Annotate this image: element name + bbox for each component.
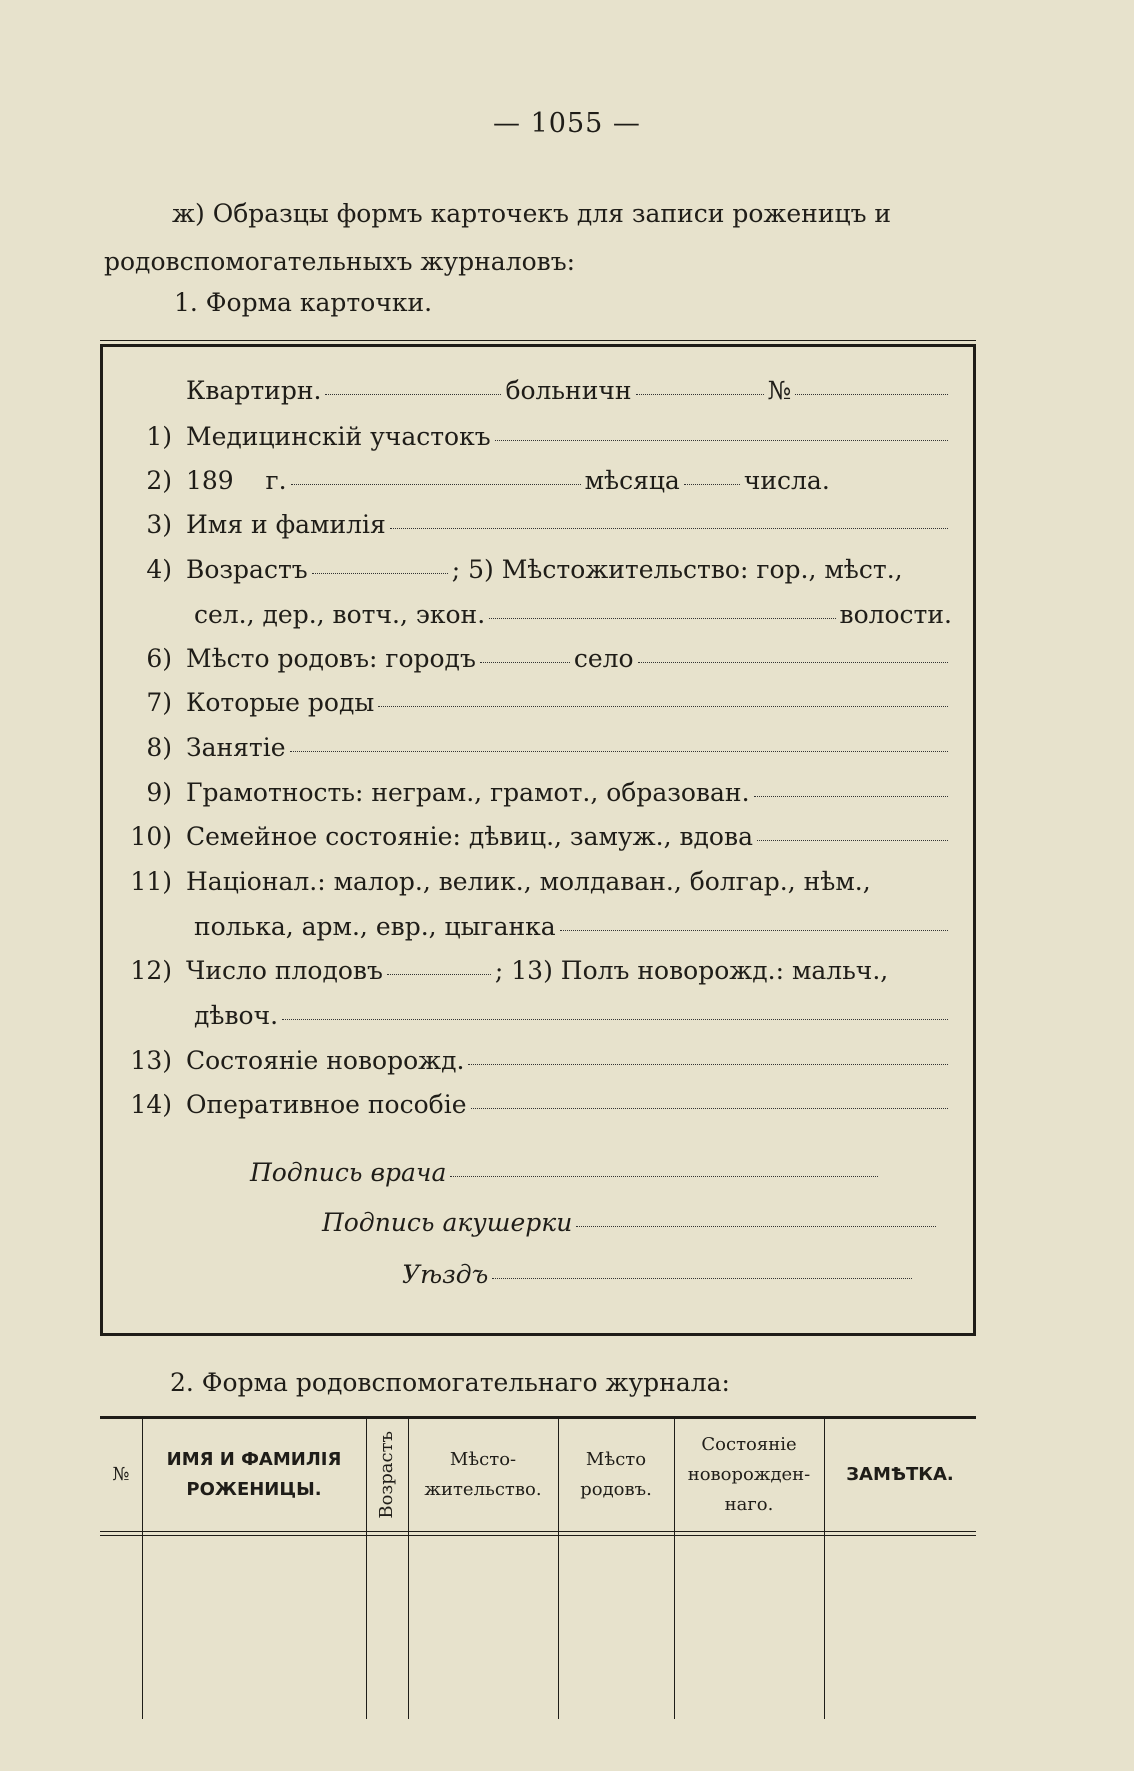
col-header-residence-text: Мѣсто-жительство.	[424, 1449, 542, 1500]
card-item-7	[104, 688, 952, 717]
item-label-volost: волости.	[839, 600, 952, 629]
uezd-line	[402, 1260, 916, 1289]
item-label-month: мѣсяца	[584, 466, 680, 495]
item-number: 14)	[130, 1090, 172, 1119]
item-dots	[754, 796, 948, 797]
item-dots	[378, 706, 948, 707]
col-header-note	[824, 1419, 976, 1531]
col-header-age	[366, 1419, 408, 1531]
item-dots	[471, 1108, 949, 1109]
item-dots	[468, 1064, 948, 1065]
item-dots	[390, 528, 948, 529]
card-item-8	[104, 733, 952, 762]
item-dots	[560, 930, 948, 931]
item-label-residence: ; 5) Мѣстожительство: гор., мѣст.,	[451, 555, 903, 584]
item-label: полька, арм., евр., цыганка	[194, 912, 556, 941]
item-dots	[312, 573, 448, 574]
item-label: сел., дер., вотч., экон.	[194, 600, 486, 629]
card-item-11	[104, 867, 956, 896]
item-number: 6)	[146, 644, 172, 673]
number-dots	[795, 394, 948, 395]
header-bottom-rule	[100, 1531, 976, 1532]
signature-dots	[492, 1278, 912, 1279]
card-item-6	[104, 644, 952, 673]
col-header-residence	[408, 1419, 558, 1531]
col-header-number-text: №	[112, 1464, 130, 1485]
item-label: Мѣсто родовъ: городъ	[186, 644, 476, 673]
section1-title: 1. Форма карточки.	[174, 288, 433, 317]
item-number: 11)	[130, 867, 172, 896]
item-label: Грамотность: неграм., грамот., образован.	[186, 778, 750, 807]
item-dots	[480, 662, 570, 663]
header-bottom-rule-2	[100, 1535, 976, 1536]
col-header-newborn-state-text: Состояніе новорожден-наго.	[687, 1434, 811, 1515]
kvartirn-label: Квартирн.	[186, 376, 322, 405]
midwife-signature-label: Подпись акушерки	[322, 1208, 573, 1237]
item-dots	[290, 751, 948, 752]
kvartirn-dots	[325, 394, 501, 395]
item-label: Имя и фамилія	[186, 510, 386, 539]
item-number: 4)	[146, 555, 172, 584]
item-number: 3)	[146, 510, 172, 539]
col-header-newborn-state	[674, 1419, 824, 1531]
card-item-4-cont	[104, 600, 952, 629]
item-dots	[489, 618, 835, 619]
card-item-9	[104, 778, 952, 807]
item-label: Число плодовъ	[186, 956, 383, 985]
item-label: Оперативное пособіе	[186, 1090, 467, 1119]
card-item-10	[104, 822, 952, 851]
uezd-label: Уѣздъ	[402, 1260, 489, 1289]
doctor-signature-line	[250, 1158, 882, 1187]
doctor-signature-label: Подпись врача	[250, 1158, 447, 1187]
bolnichn-label: больничн	[505, 376, 632, 405]
col-header-birthplace	[558, 1419, 674, 1531]
intro-line-2: родовспомогательныхъ журналовъ:	[104, 247, 576, 276]
item-dots	[282, 1019, 948, 1020]
bolnichn-dots	[636, 394, 764, 395]
item-label-sex: ; 13) Полъ новорожд.: мальч.,	[494, 956, 889, 985]
item-label: Которые роды	[186, 688, 375, 717]
page-number: — 1055 —	[493, 108, 641, 139]
item-dots	[638, 662, 948, 663]
col-header-name-text: ИМЯ И ФАМИЛІЯ РОЖЕНИЦЫ.	[166, 1449, 342, 1500]
intro-paragraph	[104, 190, 984, 286]
col-header-birthplace-text: Мѣсто родовъ.	[580, 1449, 652, 1500]
item-dots	[757, 840, 948, 841]
card-item-13	[104, 1046, 952, 1075]
journal-table	[100, 1416, 976, 1719]
item-number: 1)	[146, 422, 172, 451]
item-number: 10)	[130, 822, 172, 851]
col-header-number	[100, 1419, 142, 1531]
item-label: Семейное состояніе: дѣвиц., замуж., вдова	[186, 822, 753, 851]
signature-dots	[576, 1226, 936, 1227]
item-number: 9)	[146, 778, 172, 807]
item-number: 2)	[146, 466, 172, 495]
number-sign: №	[767, 376, 792, 405]
signature-dots	[450, 1176, 878, 1177]
card-item-11-cont	[104, 912, 952, 941]
card-item-12-cont	[104, 1001, 952, 1030]
item-number: 7)	[146, 688, 172, 717]
col-header-note-text: ЗАМѢТКА.	[846, 1464, 954, 1485]
item-label: дѣвоч.	[194, 1001, 279, 1030]
item-dots	[387, 974, 491, 975]
item-label: 189 г.	[186, 466, 287, 495]
item-label: Занятіе	[186, 733, 286, 762]
item-number: 12)	[130, 956, 172, 985]
card-item-4	[104, 555, 956, 584]
item-label: Состояніе новорожд.	[186, 1046, 465, 1075]
item-label: Медицинскій участокъ	[186, 422, 491, 451]
card-item-3	[104, 510, 952, 539]
midwife-signature-line	[322, 1208, 940, 1237]
card-top-rule	[100, 340, 976, 342]
intro-line-1: ж) Образцы формъ карточекъ для записи роженицъ и	[172, 199, 892, 228]
col-header-name	[142, 1419, 366, 1531]
item-label-village: село	[573, 644, 634, 673]
item-label: Націонал.: малор., велик., молдаван., болгар., нѣм.,	[186, 867, 871, 896]
item-number: 8)	[146, 733, 172, 762]
card-item-2	[104, 466, 952, 495]
card-item-1	[104, 422, 952, 451]
item-label-day: числа.	[743, 466, 830, 495]
card-item-14	[104, 1090, 952, 1119]
section2-title: 2. Форма родовспомогательнаго журнала:	[170, 1368, 730, 1397]
card-header-row	[186, 376, 952, 405]
item-dots	[495, 440, 948, 441]
item-dots	[291, 484, 581, 485]
item-dots	[684, 484, 740, 485]
item-label: Возрастъ	[186, 555, 308, 584]
col-header-age-text: Возрастъ	[376, 1431, 397, 1519]
item-number: 13)	[130, 1046, 172, 1075]
card-item-12	[104, 956, 956, 985]
